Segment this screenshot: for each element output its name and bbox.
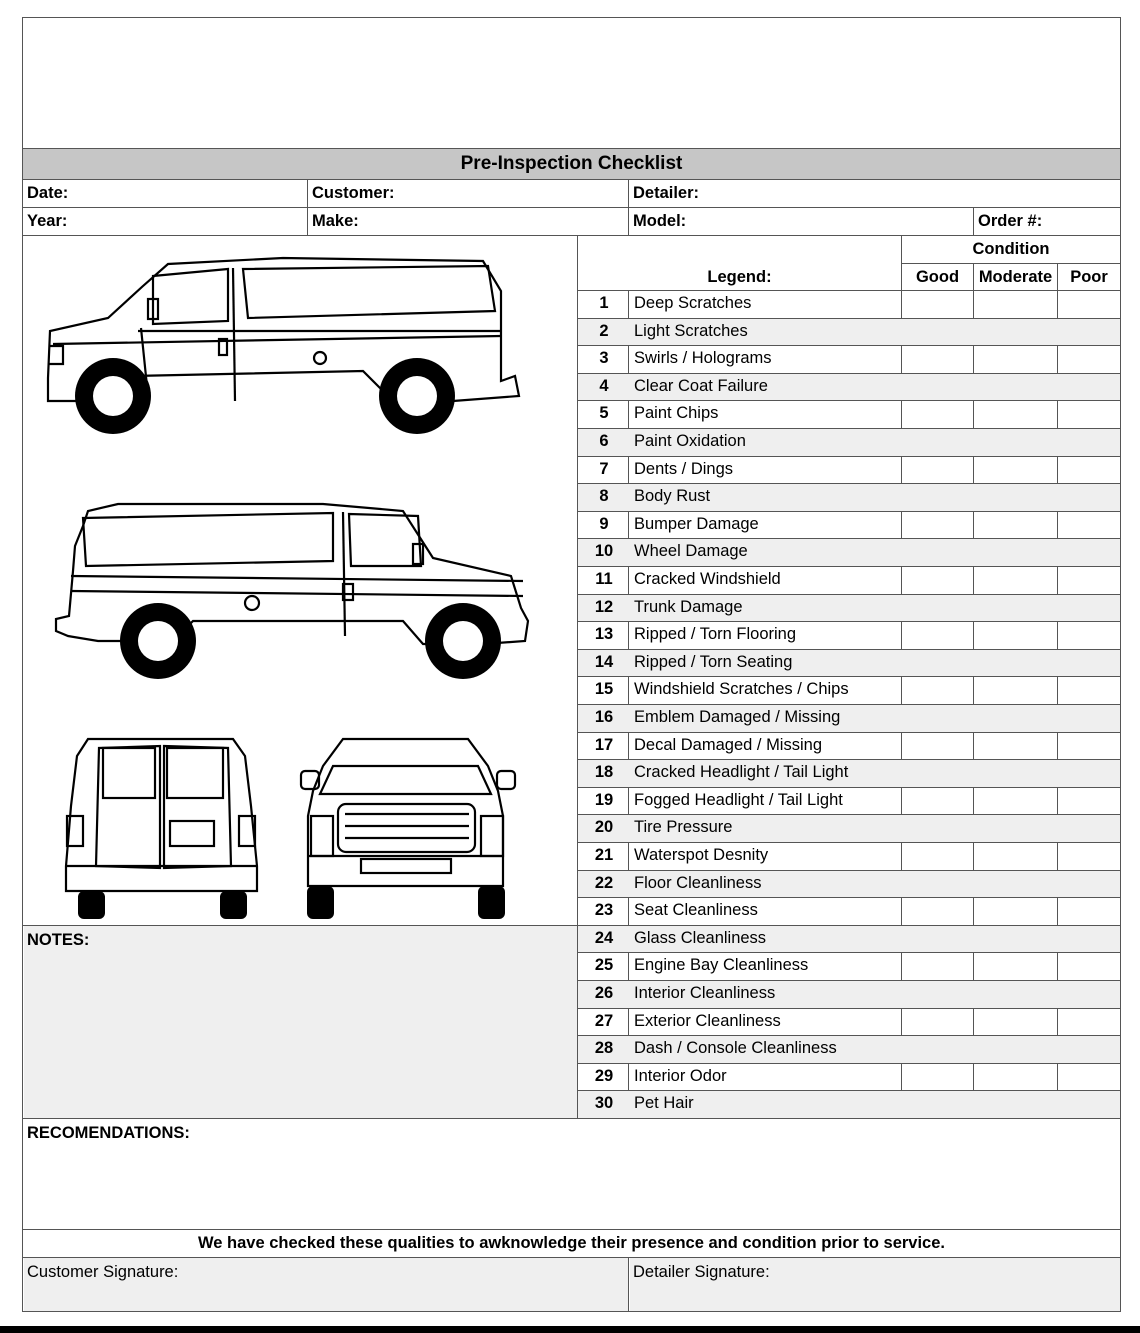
condition-cell-moderate[interactable] [974, 595, 1057, 622]
checklist-item-label: Seat Cleanliness [634, 901, 758, 920]
condition-cell-moderate[interactable] [974, 705, 1057, 732]
condition-cell-moderate[interactable] [974, 319, 1057, 346]
condition-cell-moderate[interactable] [974, 650, 1057, 677]
condition-cell-moderate[interactable] [974, 1091, 1057, 1118]
condition-cell-good[interactable] [902, 291, 973, 318]
divider [23, 1229, 1120, 1230]
checklist-item-number: 17 [594, 735, 614, 754]
checklist-item-label: Cracked Windshield [634, 570, 781, 588]
divider [307, 179, 308, 235]
condition-cell-good[interactable] [902, 539, 973, 566]
checklist-item-label: Paint Oxidation [634, 432, 746, 450]
condition-cell-good[interactable] [902, 981, 973, 1008]
condition-cell-moderate[interactable] [974, 926, 1057, 953]
detailer-signature-label: Detailer Signature: [633, 1263, 770, 1281]
condition-cell-good[interactable] [902, 815, 973, 842]
condition-cell-good[interactable] [902, 898, 973, 925]
checklist-item-number: 22 [594, 873, 614, 892]
condition-cell-poor[interactable] [1058, 567, 1120, 594]
checklist-item-number: 10 [594, 542, 614, 561]
condition-cell-poor[interactable] [1058, 650, 1120, 677]
condition-cell-poor[interactable] [1058, 429, 1120, 456]
condition-cell-good[interactable] [902, 926, 973, 953]
condition-cell-good[interactable] [902, 843, 973, 870]
checklist-item-number: 2 [599, 321, 609, 340]
customer-field[interactable]: Customer: [312, 184, 395, 202]
checklist-item-number: 26 [594, 984, 614, 1002]
condition-cell-moderate[interactable] [974, 457, 1057, 484]
condition-cell-good[interactable] [902, 677, 973, 704]
divider [973, 207, 974, 235]
checklist-item-number: 23 [594, 901, 614, 920]
condition-cell-good[interactable] [902, 429, 973, 456]
customer-signature-label: Customer Signature: [27, 1263, 179, 1281]
checklist-item-number: 8 [599, 487, 609, 506]
checklist-item-number: 7 [599, 459, 609, 478]
van-rear-view [66, 739, 257, 891]
condition-cell-poor[interactable] [1058, 539, 1120, 566]
column-good: Good [915, 268, 960, 286]
condition-cell-moderate[interactable] [974, 898, 1057, 925]
date-field[interactable]: Date: [27, 184, 69, 202]
condition-cell-poor[interactable] [1058, 291, 1120, 318]
condition-cell-moderate[interactable] [974, 815, 1057, 842]
condition-cell-poor[interactable] [1058, 815, 1120, 842]
checklist-item-label: Interior Cleanliness [634, 984, 776, 1002]
checklist-item-number: 18 [594, 763, 614, 782]
detailer-field[interactable]: Detailer: [633, 184, 700, 202]
recommendations-area[interactable] [24, 1146, 1120, 1228]
condition-cell-poor[interactable] [1058, 871, 1120, 898]
checklist-item-number: 16 [594, 708, 614, 726]
condition-cell-moderate[interactable] [974, 484, 1057, 511]
model-field[interactable]: Model: [633, 212, 687, 230]
condition-header: Condition [972, 240, 1050, 258]
condition-cell-good[interactable] [902, 567, 973, 594]
condition-cell-poor[interactable] [1058, 1009, 1120, 1036]
checklist-item-number: 15 [594, 680, 614, 699]
acknowledgement-text: We have checked these qualities to awknowledge their presence and condition prior to service. [198, 1234, 945, 1252]
notes-label: NOTES: [27, 931, 90, 949]
van-left-wheels [75, 358, 455, 434]
condition-cell-moderate[interactable] [974, 981, 1057, 1008]
divider [23, 1118, 1120, 1119]
condition-cell-poor[interactable] [1058, 981, 1120, 1008]
condition-cell-good[interactable] [902, 953, 973, 980]
condition-cell-poor[interactable] [1058, 319, 1120, 346]
condition-cell-moderate[interactable] [974, 346, 1057, 373]
condition-cell-poor[interactable] [1058, 1091, 1120, 1118]
checklist-item-number: 14 [594, 652, 614, 671]
checklist-item-number: 30 [594, 1094, 614, 1113]
condition-cell-moderate[interactable] [974, 733, 1057, 760]
checklist-item-label: Windshield Scratches / Chips [634, 680, 849, 699]
condition-cell-poor[interactable] [1058, 484, 1120, 511]
condition-cell-poor[interactable] [1058, 401, 1120, 428]
condition-cell-poor[interactable] [1058, 926, 1120, 953]
checklist-item-label: Ripped / Torn Flooring [634, 625, 797, 644]
checklist-item-number: 9 [599, 514, 609, 533]
condition-cell-good[interactable] [902, 484, 973, 511]
condition-cell-poor[interactable] [1058, 760, 1120, 787]
condition-cell-poor[interactable] [1058, 898, 1120, 925]
condition-cell-good[interactable] [902, 1009, 973, 1036]
checklist-item-label: Interior Odor [634, 1066, 727, 1085]
column-moderate: Moderate [978, 268, 1053, 286]
checklist-item-label: Bumper Damage [634, 514, 759, 533]
condition-cell-good[interactable] [902, 650, 973, 677]
checklist-item-label: Clear Coat Failure [634, 376, 768, 395]
checklist-item-number: 27 [594, 1011, 614, 1030]
checklist-item-label: Paint Chips [634, 404, 719, 423]
van-front-view [301, 739, 515, 886]
condition-cell-good[interactable] [902, 595, 973, 622]
condition-cell-poor[interactable] [1058, 346, 1120, 373]
condition-cell-good[interactable] [902, 1091, 973, 1118]
order-number-field[interactable]: Order #: [978, 212, 1043, 230]
condition-cell-good[interactable] [902, 760, 973, 787]
checklist-item-label: Wheel Damage [634, 542, 748, 561]
checklist-item-number: 6 [599, 432, 609, 450]
condition-cell-good[interactable] [902, 457, 973, 484]
condition-cell-poor[interactable] [1058, 374, 1120, 401]
checklist-item-number: 1 [599, 294, 609, 312]
condition-cell-moderate[interactable] [974, 953, 1057, 980]
divider [23, 148, 1120, 149]
checklist-item-label: Pet Hair [634, 1094, 694, 1113]
condition-cell-moderate[interactable] [974, 1064, 1057, 1091]
checklist-item-label: Cracked Headlight / Tail Light [634, 763, 849, 782]
condition-cell-good[interactable] [902, 401, 973, 428]
checklist-item-number: 12 [594, 597, 614, 616]
checklist-item-label: Waterspot Desnity [634, 846, 769, 864]
checklist-item-label: Exterior Cleanliness [634, 1011, 781, 1030]
checklist-item-number: 28 [594, 1039, 614, 1058]
condition-cell-poor[interactable] [1058, 622, 1120, 649]
condition-cell-moderate[interactable] [974, 512, 1057, 539]
checklist-item-label: Emblem Damaged / Missing [634, 708, 841, 726]
checklist-item-number: 13 [594, 625, 614, 644]
year-field[interactable]: Year: [27, 212, 68, 230]
condition-cell-poor[interactable] [1058, 512, 1120, 539]
condition-cell-good[interactable] [902, 319, 973, 346]
divider [628, 179, 629, 235]
condition-cell-moderate[interactable] [974, 677, 1057, 704]
checklist-item-label: Glass Cleanliness [634, 928, 767, 947]
condition-cell-good[interactable] [902, 622, 973, 649]
checklist-item-number: 21 [594, 846, 614, 864]
checklist-item-number: 4 [599, 376, 609, 395]
checklist-item-label: Deep Scratches [634, 294, 752, 312]
condition-cell-good[interactable] [902, 705, 973, 732]
condition-cell-moderate[interactable] [974, 1009, 1057, 1036]
condition-cell-good[interactable] [902, 346, 973, 373]
condition-cell-poor[interactable] [1058, 843, 1120, 870]
condition-cell-moderate[interactable] [974, 843, 1057, 870]
van-rear-wheels [78, 891, 247, 919]
checklist-item-number: 3 [599, 349, 609, 368]
condition-cell-moderate[interactable] [974, 622, 1057, 649]
condition-cell-poor[interactable] [1058, 705, 1120, 732]
condition-cell-moderate[interactable] [974, 539, 1057, 566]
checklist-item-number: 20 [594, 818, 614, 837]
condition-cell-moderate[interactable] [974, 1036, 1057, 1063]
condition-cell-moderate[interactable] [974, 760, 1057, 787]
condition-cell-good[interactable] [902, 788, 973, 815]
van-front-wheels [307, 886, 505, 919]
bottom-edge [0, 1326, 1140, 1333]
condition-cell-poor[interactable] [1058, 677, 1120, 704]
legend-header: Legend: [707, 268, 772, 286]
form-title: Pre-Inspection Checklist [23, 148, 1120, 179]
checklist-item-number: 29 [594, 1066, 614, 1085]
condition-cell-moderate[interactable] [974, 291, 1057, 318]
recommendations-label: RECOMENDATIONS: [27, 1124, 190, 1142]
checklist-item-label: Tire Pressure [634, 818, 733, 837]
condition-cell-good[interactable] [902, 733, 973, 760]
condition-cell-good[interactable] [902, 512, 973, 539]
checklist-item-label: Dash / Console Cleanliness [634, 1039, 837, 1058]
condition-cell-poor[interactable] [1058, 595, 1120, 622]
checklist-item-label: Engine Bay Cleanliness [634, 956, 809, 975]
checklist-item-number: 24 [594, 928, 614, 947]
checklist-item-number: 11 [595, 570, 613, 588]
checklist-item-label: Trunk Damage [634, 597, 743, 616]
checklist-item-number: 19 [594, 790, 614, 809]
divider [23, 207, 1120, 208]
condition-cell-poor[interactable] [1058, 733, 1120, 760]
checklist-item-label: Fogged Headlight / Tail Light [634, 790, 843, 809]
van-diagram [23, 236, 578, 926]
make-field[interactable]: Make: [312, 212, 359, 230]
condition-cell-good[interactable] [902, 1064, 973, 1091]
condition-cell-poor[interactable] [1058, 1036, 1120, 1063]
condition-cell-good[interactable] [902, 871, 973, 898]
notes-area[interactable] [24, 926, 577, 1118]
checklist-item-number: 5 [599, 404, 609, 423]
checklist-item-label: Ripped / Torn Seating [634, 652, 793, 671]
condition-cell-moderate[interactable] [974, 374, 1057, 401]
checklist-item-label: Light Scratches [634, 321, 748, 340]
condition-cell-moderate[interactable] [974, 567, 1057, 594]
checklist-item-label: Floor Cleanliness [634, 873, 762, 892]
van-right-wheels [120, 603, 501, 679]
checklist-item-number: 25 [594, 956, 614, 975]
condition-cell-moderate[interactable] [974, 788, 1057, 815]
checklist-item-label: Body Rust [634, 487, 711, 506]
checklist-item-label: Dents / Dings [634, 459, 734, 478]
condition-cell-poor[interactable] [1058, 788, 1120, 815]
checklist-item-label: Swirls / Holograms [634, 349, 772, 368]
condition-cell-moderate[interactable] [974, 429, 1057, 456]
condition-cell-moderate[interactable] [974, 401, 1057, 428]
divider [23, 179, 1120, 180]
condition-cell-poor[interactable] [1058, 1064, 1120, 1091]
condition-cell-good[interactable] [902, 1036, 973, 1063]
condition-cell-poor[interactable] [1058, 953, 1120, 980]
divider [901, 263, 1120, 264]
condition-cell-moderate[interactable] [974, 871, 1057, 898]
condition-cell-poor[interactable] [1058, 457, 1120, 484]
column-poor: Poor [1070, 268, 1108, 286]
divider [628, 1257, 629, 1312]
condition-cell-good[interactable] [902, 374, 973, 401]
checklist-item-label: Decal Damaged / Missing [634, 735, 822, 754]
